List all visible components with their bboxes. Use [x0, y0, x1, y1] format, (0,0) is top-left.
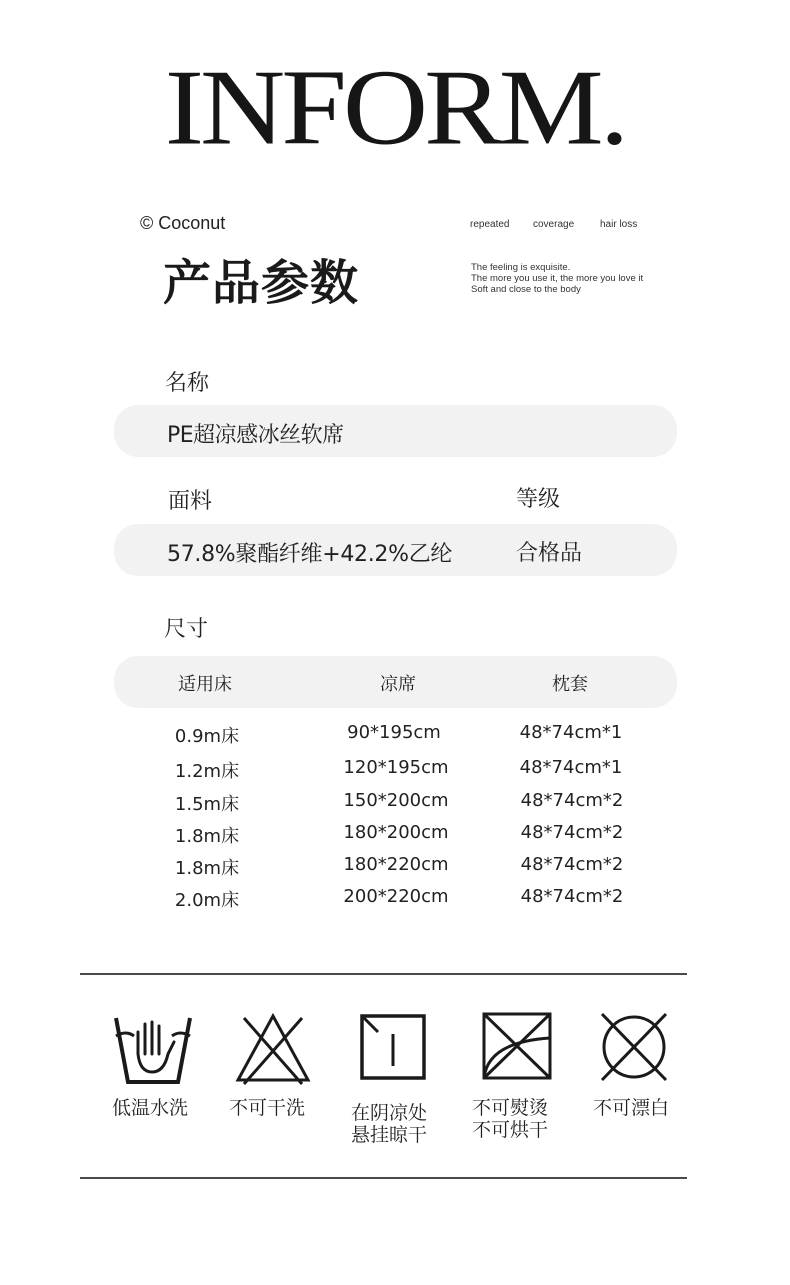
line-dry-shade-icon [358, 1012, 428, 1082]
table-cell: 48*74cm*1 [519, 757, 623, 778]
table-cell: 0.9m床 [174, 726, 240, 747]
table-cell: 48*74cm*2 [520, 822, 624, 843]
size-label: 尺寸 [164, 617, 209, 642]
table-cell: 150*200cm [343, 790, 449, 811]
table-cell: 48*74cm*2 [520, 886, 624, 907]
table-cell: 90*195cm [347, 722, 441, 743]
care-label-no-dry-clean: 不可干洗 [228, 1097, 305, 1119]
tag-coverage: coverage [533, 219, 575, 230]
table-cell: 1.8m床 [174, 858, 240, 879]
tagline [471, 262, 643, 295]
table-cell: 1.2m床 [174, 761, 240, 782]
no-tumble-dry-icon [234, 1010, 312, 1086]
size-header-pillowcase: 枕套 [552, 674, 588, 695]
hand-wash-icon [112, 1010, 194, 1086]
table-cell: 180*220cm [343, 854, 449, 875]
table-cell: 120*195cm [343, 757, 449, 778]
care-label-line-dry: 在阴凉处 悬挂晾干 [350, 1102, 427, 1146]
table-cell: 48*74cm*2 [520, 854, 624, 875]
table-cell: 200*220cm [343, 886, 449, 907]
table-cell: 1.5m床 [174, 794, 240, 815]
tag-hair-loss: hair loss [600, 219, 638, 230]
table-cell: 48*74cm*2 [520, 790, 624, 811]
material-label: 面料 [168, 489, 213, 514]
divider-bottom [80, 1177, 687, 1179]
tagline-line: Soft and close to the body [471, 284, 581, 295]
no-iron-icon [478, 1008, 556, 1084]
size-header-bed: 适用床 [178, 674, 232, 695]
table-cell: 180*200cm [343, 822, 449, 843]
name-value: PE超凉感冰丝软席 [167, 423, 344, 448]
table-cell: 48*74cm*1 [519, 722, 623, 743]
name-label: 名称 [165, 371, 210, 396]
care-label-hand-wash: 低温水洗 [111, 1097, 188, 1119]
page-title: 产品参数 [163, 255, 360, 311]
size-header-mat: 凉席 [380, 674, 416, 695]
brand-title: INFORM. [164, 47, 626, 168]
care-label-no-bleach: 不可漂白 [592, 1097, 669, 1119]
grade-value: 合格品 [516, 541, 583, 566]
tagline-line: The feeling is exquisite. [471, 262, 571, 273]
tagline-line: The more you use it, the more you love it [471, 273, 644, 284]
table-cell: 2.0m床 [174, 890, 240, 911]
tag-repeated: repeated [470, 219, 510, 230]
divider-top [80, 973, 687, 975]
table-cell: 1.8m床 [174, 826, 240, 847]
care-label-no-iron: 不可熨烫 不可烘干 [471, 1097, 548, 1141]
no-bleach-icon [596, 1008, 672, 1086]
grade-label: 等级 [516, 487, 561, 512]
material-value: 57.8%聚酯纤维+42.2%乙纶 [167, 542, 453, 567]
brand-logo: © Coconut [140, 213, 226, 233]
